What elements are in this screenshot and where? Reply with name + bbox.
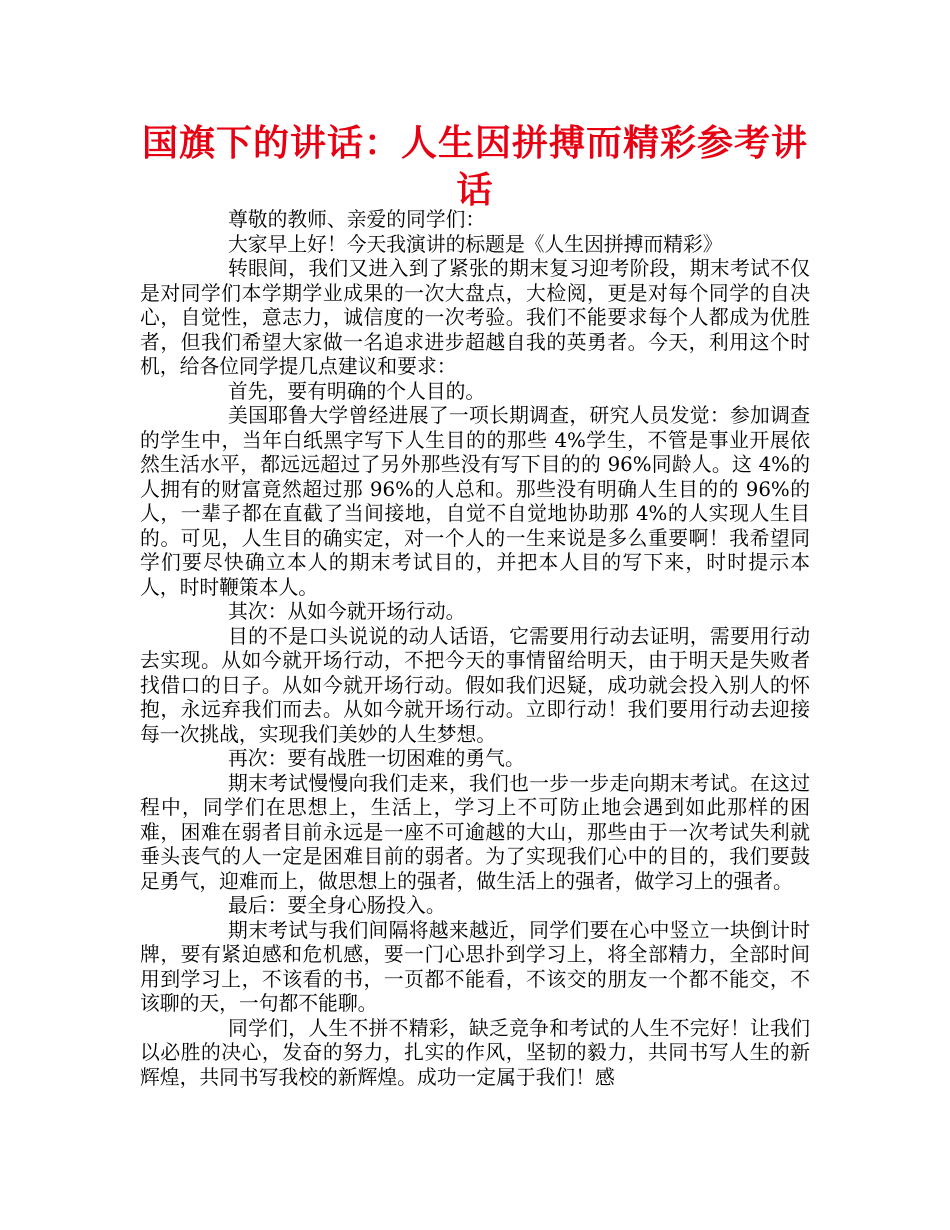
paragraph-heading-last: 最后：要全身心肠投入。 [228,894,446,917]
paragraph-second: 目的不是口头说说的动人话语，它需要用行动去证明，需要用行动去实现。从如今就开场行动，不把今天的事情留给明天，由于明天是失败者找借口的日子。从如今就开场行动。假如我们迟疑，成功就会投入别人的怀抱，永远弃我们而去。从如今就开场行动。立即行动！我们要用行动去迎接每一次挑战，实现我们美妙的人生梦想。 [140,624,810,746]
paragraph-heading-second: 其次：从如今就开场行动。 [228,600,466,623]
document-body [140,208,810,1090]
paragraph-heading-third: 再次：要有战胜一切困难的勇气。 [228,747,525,770]
paragraph-greeting: 大家早上好！今天我演讲的标题是《人生因拼搏而精彩》 [228,232,723,256]
paragraph-last: 期末考试与我们间隔将越来越近，同学们要在心中竖立一块倒计时牌，要有紧迫感和危机感，要一门心思扑到学习上，将全部精力，全部时间用到学习上，不该看的书，一页都不能看，不该交的朋友一个都不能交，不该聊的天，一句都不能聊。 [140,918,810,1015]
paragraph-heading-first: 首先，要有明确的个人目的。 [228,379,486,403]
paragraph-closing: 同学们，人生不拼不精彩，缺乏竞争和考试的人生不完好！让我们以必胜的决心，发奋的努力，扎实的作风，坚韧的毅力，共同书写人生的新辉煌，共同书写我校的新辉煌。成功一定属于我们！感 [140,1016,810,1089]
document-title: 国旗下的讲话：人生因拼搏而精彩参考讲话 [141,123,808,211]
paragraph-intro: 转眼间，我们又进入到了紧张的期末复习迎考阶段，期末考试不仅是对同学们本学期学业成果的一次大盘点，大检阅，更是对每个同学的自决心，自觉性，意志力，诚信度的一次考验。我们不能要求每个人都成为优胜者，但我们希望大家做一名追求进步超越自我的英勇者。今天，利用这个时机，给各位同学提几点建议和要求： [140,257,810,378]
paragraph-salutation: 尊敬的教师、亲爱的同学们： [228,208,486,231]
paragraph-first: 美国耶鲁大学曾经进展了一项长期调查，研究人员发觉：参加调查的学生中，当年白纸黑字写下人生目的的那些 4%学生，不管是事业开展依然生活水平，都远远超过了另外那些没有写下目的的 96%同龄人。这 4%的人拥有的财富竟然超过那 96%的人总和。那些没有明确人生目的的 96%的人，一辈子都在直截了当间接地，自觉不自觉地协助那 4%的人实现人生目的。可见，人生目的确实定，对一个人的一生来说是多么重要啊！我希望同学们要尽快确立本人的期末考试目的，并把本人目的写下来，时时提示本人，时时鞭策本人。 [140,404,810,599]
paragraph-third: 期末考试慢慢向我们走来，我们也一步一步走向期末考试。在这过程中，同学们在思想上，生活上，学习上不可防止地会遇到如此那样的困难，困难在弱者目前永远是一座不可逾越的大山，那些由于一次考试失利就垂头丧气的人一定是困难目前的弱者。为了实现我们心中的目的，我们要鼓足勇气，迎难而上，做思想上的强者，做生活上的强者，做学习上的强者。 [140,771,810,893]
